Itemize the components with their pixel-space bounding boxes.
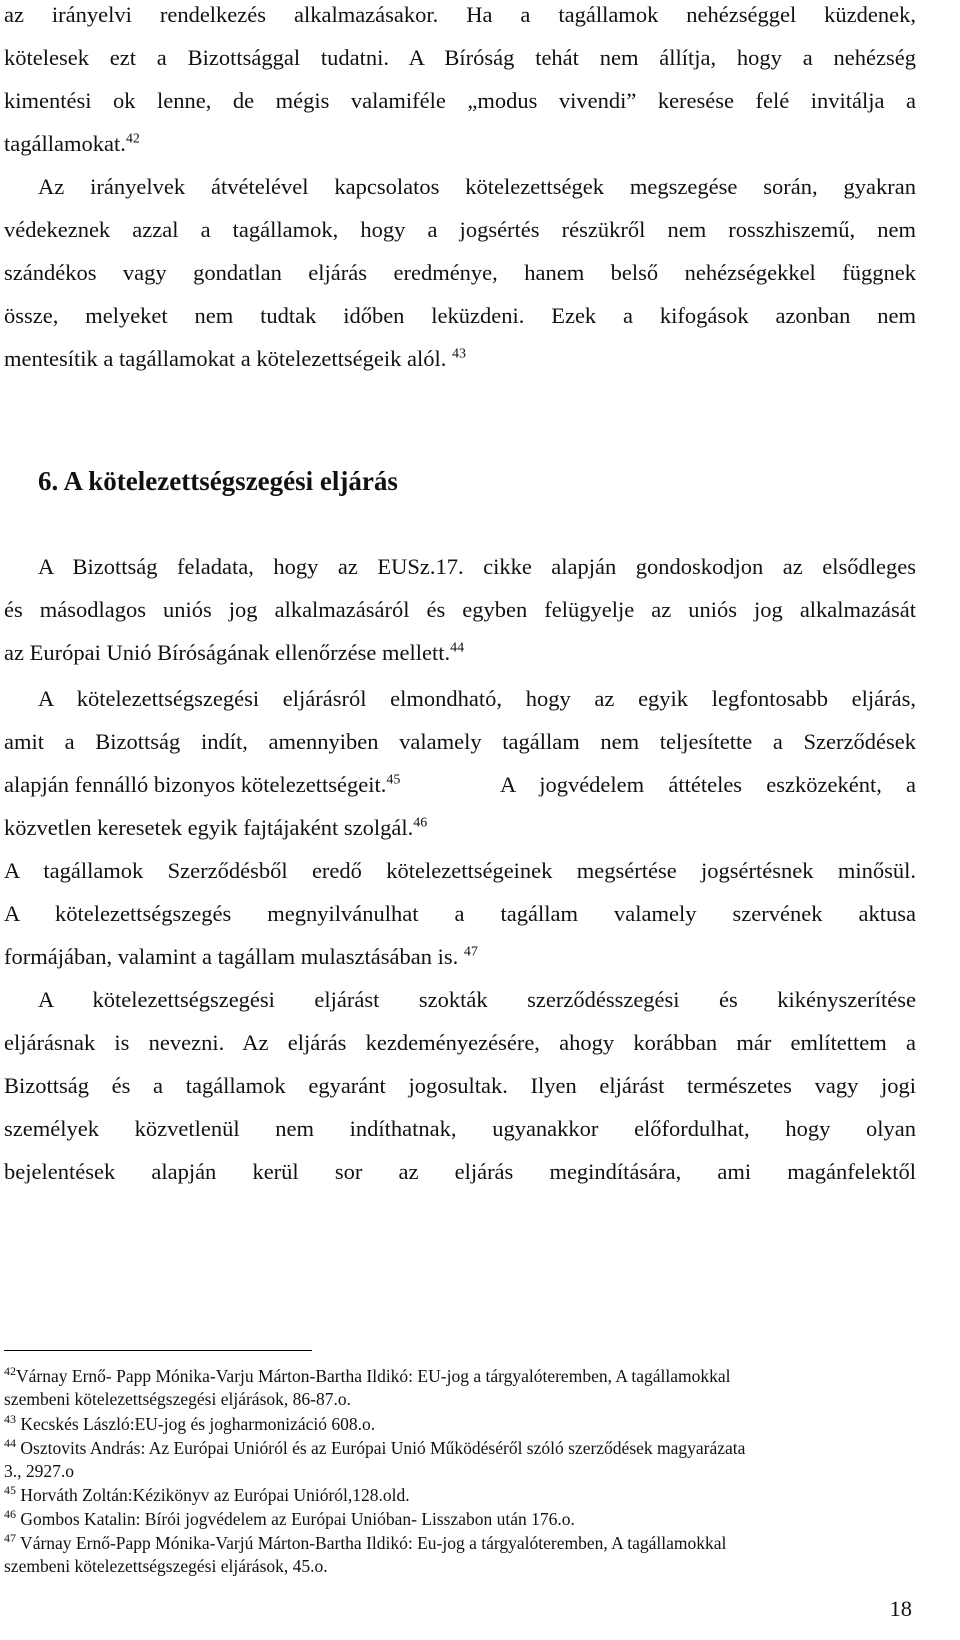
footnote-number: 44 <box>4 1436 16 1451</box>
footnote-text: Várnay Ernő-Papp Mónika-Varjú Márton-Bartha Ildikó: Eu-jog a tárgyalóteremben, A tagállamokkal <box>16 1533 727 1553</box>
footnote-ref[interactable]: 44 <box>450 640 465 656</box>
footnote-separator <box>4 1350 312 1351</box>
body-line <box>4 344 916 374</box>
footnote-ref[interactable]: 45 <box>386 772 401 788</box>
body-line <box>4 638 916 668</box>
footnote-47-cont: szembeni kötelezettségszegési eljárások, 45.o. <box>4 1556 328 1576</box>
footnote-44-cont: 3., 2927.o <box>4 1461 74 1481</box>
body-line: Bizottság és a tagállamok egyaránt jogosultak. Ilyen eljárást természetes vagy jogi <box>4 1073 916 1098</box>
body-line: Az irányelvek átvételével kapcsolatos kötelezettségek megszegése során, gyakran <box>38 174 916 199</box>
body-line: védekeznek azzal a tagállamok, hogy a jogsértés részükről nem rosszhiszemű, nem <box>4 217 916 242</box>
body-line <box>4 942 916 972</box>
footnote-44 <box>4 1437 924 1459</box>
footnote-text: Osztovits András: Az Európai Unióról és az Európai Unió Működéséről szóló szerződések magyarázata <box>16 1438 746 1458</box>
body-line: A kötelezettségszegési eljárást szokták szerződésszegési és kikényszerítése <box>38 987 916 1012</box>
page-number: 18 <box>889 1596 912 1621</box>
body-line: A Bizottság feladata, hogy az EUSz.17. cikke alapján gondoskodjon az elsődleges <box>38 554 916 579</box>
footnote-46 <box>4 1508 924 1530</box>
body-line: eljárásnak is nevezni. Az eljárás kezdeményezésére, ahogy korábban már említettem a <box>4 1030 916 1055</box>
footnote-number: 45 <box>4 1483 16 1498</box>
body-line: az irányelvi rendelkezés alkalmazásakor. Ha a tagállamok nehézséggel küzdenek, <box>4 2 916 27</box>
footnote-45 <box>4 1484 924 1506</box>
footnote-text: Horváth Zoltán:Kézikönyv az Európai Unióról,128.old. <box>16 1485 410 1505</box>
footnote-text: Gombos Katalin: Bírói jogvédelem az Európai Unióban- Lisszabon után 176.o. <box>16 1509 575 1529</box>
body-line: A jogvédelem áttételes eszközeként, a <box>500 772 916 797</box>
body-text: az Európai Unió Bíróságának ellenőrzése mellett. <box>4 640 451 665</box>
footnote-number: 42 <box>4 1364 16 1379</box>
footnote-42-cont: szembeni kötelezettségszegési eljárások, 86-87.o. <box>4 1389 351 1409</box>
section-heading: 6. A kötelezettségszegési eljárás <box>38 466 398 496</box>
body-line: és másodlagos uniós jog alkalmazásáról és egyben felügyelje az uniós jog alkalmazását <box>4 597 916 622</box>
body-line: össze, melyeket nem tudtak időben leküzdeni. Ezek a kifogások azonban nem <box>4 303 916 328</box>
body-text: közvetlen keresetek egyik fajtájaként szolgál. <box>4 815 414 840</box>
body-line <box>4 129 916 159</box>
body-line: személyek közvetlenül nem indíthatnak, ugyanakkor előfordulhat, hogy olyan <box>4 1116 916 1141</box>
body-line: amit a Bizottság indít, amennyiben valamely tagállam nem teljesítette a Szerződések <box>4 729 916 754</box>
footnote-text: Várnay Ernő- Papp Mónika-Varju Márton-Bartha Ildikó: EU-jog a tárgyalóteremben, A tagállamokkal <box>16 1366 731 1386</box>
footnote-ref[interactable]: 47 <box>463 944 478 960</box>
body-line: szándékos vagy gondatlan eljárás eredménye, hanem belső nehézségekkel függnek <box>4 260 916 285</box>
body-line: A tagállamok Szerződésből eredő kötelezettségeinek megsértése jogsértésnek minősül. <box>4 858 916 883</box>
footnote-number: 46 <box>4 1507 16 1522</box>
body-line: bejelentések alapján kerül sor az eljárás megindítására, ami magánfelektől <box>4 1159 916 1184</box>
footnote-47 <box>4 1532 924 1554</box>
body-line: kötelesek ezt a Bizottsággal tudatni. A Bíróság tehát nem állítja, hogy a nehézség <box>4 45 916 70</box>
footnote-ref[interactable]: 42 <box>125 131 140 147</box>
footnote-43 <box>4 1413 924 1435</box>
body-line: A kötelezettségszegés megnyilvánulhat a tagállam valamely szervének aktusa <box>4 901 916 926</box>
footnote-text: Kecskés László:EU-jog és jogharmonizáció 608.o. <box>16 1414 376 1434</box>
body-text: tagállamokat. <box>4 131 126 156</box>
footnote-number: 43 <box>4 1412 16 1427</box>
body-text: alapján fennálló bizonyos kötelezettségeit. <box>4 772 387 797</box>
body-line <box>4 813 916 843</box>
footnote-ref[interactable]: 46 <box>413 815 428 831</box>
footnote-42 <box>4 1365 924 1387</box>
footnote-number: 47 <box>4 1531 16 1546</box>
body-text: formájában, valamint a tagállam mulasztásában is. <box>4 944 459 969</box>
footnote-ref[interactable]: 43 <box>451 346 466 362</box>
body-line: kimentési ok lenne, de mégis valamiféle „modus vivendi” keresése felé invitálja a <box>4 88 916 113</box>
body-line: A kötelezettségszegési eljárásról elmondható, hogy az egyik legfontosabb eljárás, <box>38 686 916 711</box>
body-text: mentesítik a tagállamokat a kötelezettségeik alól. <box>4 346 447 371</box>
